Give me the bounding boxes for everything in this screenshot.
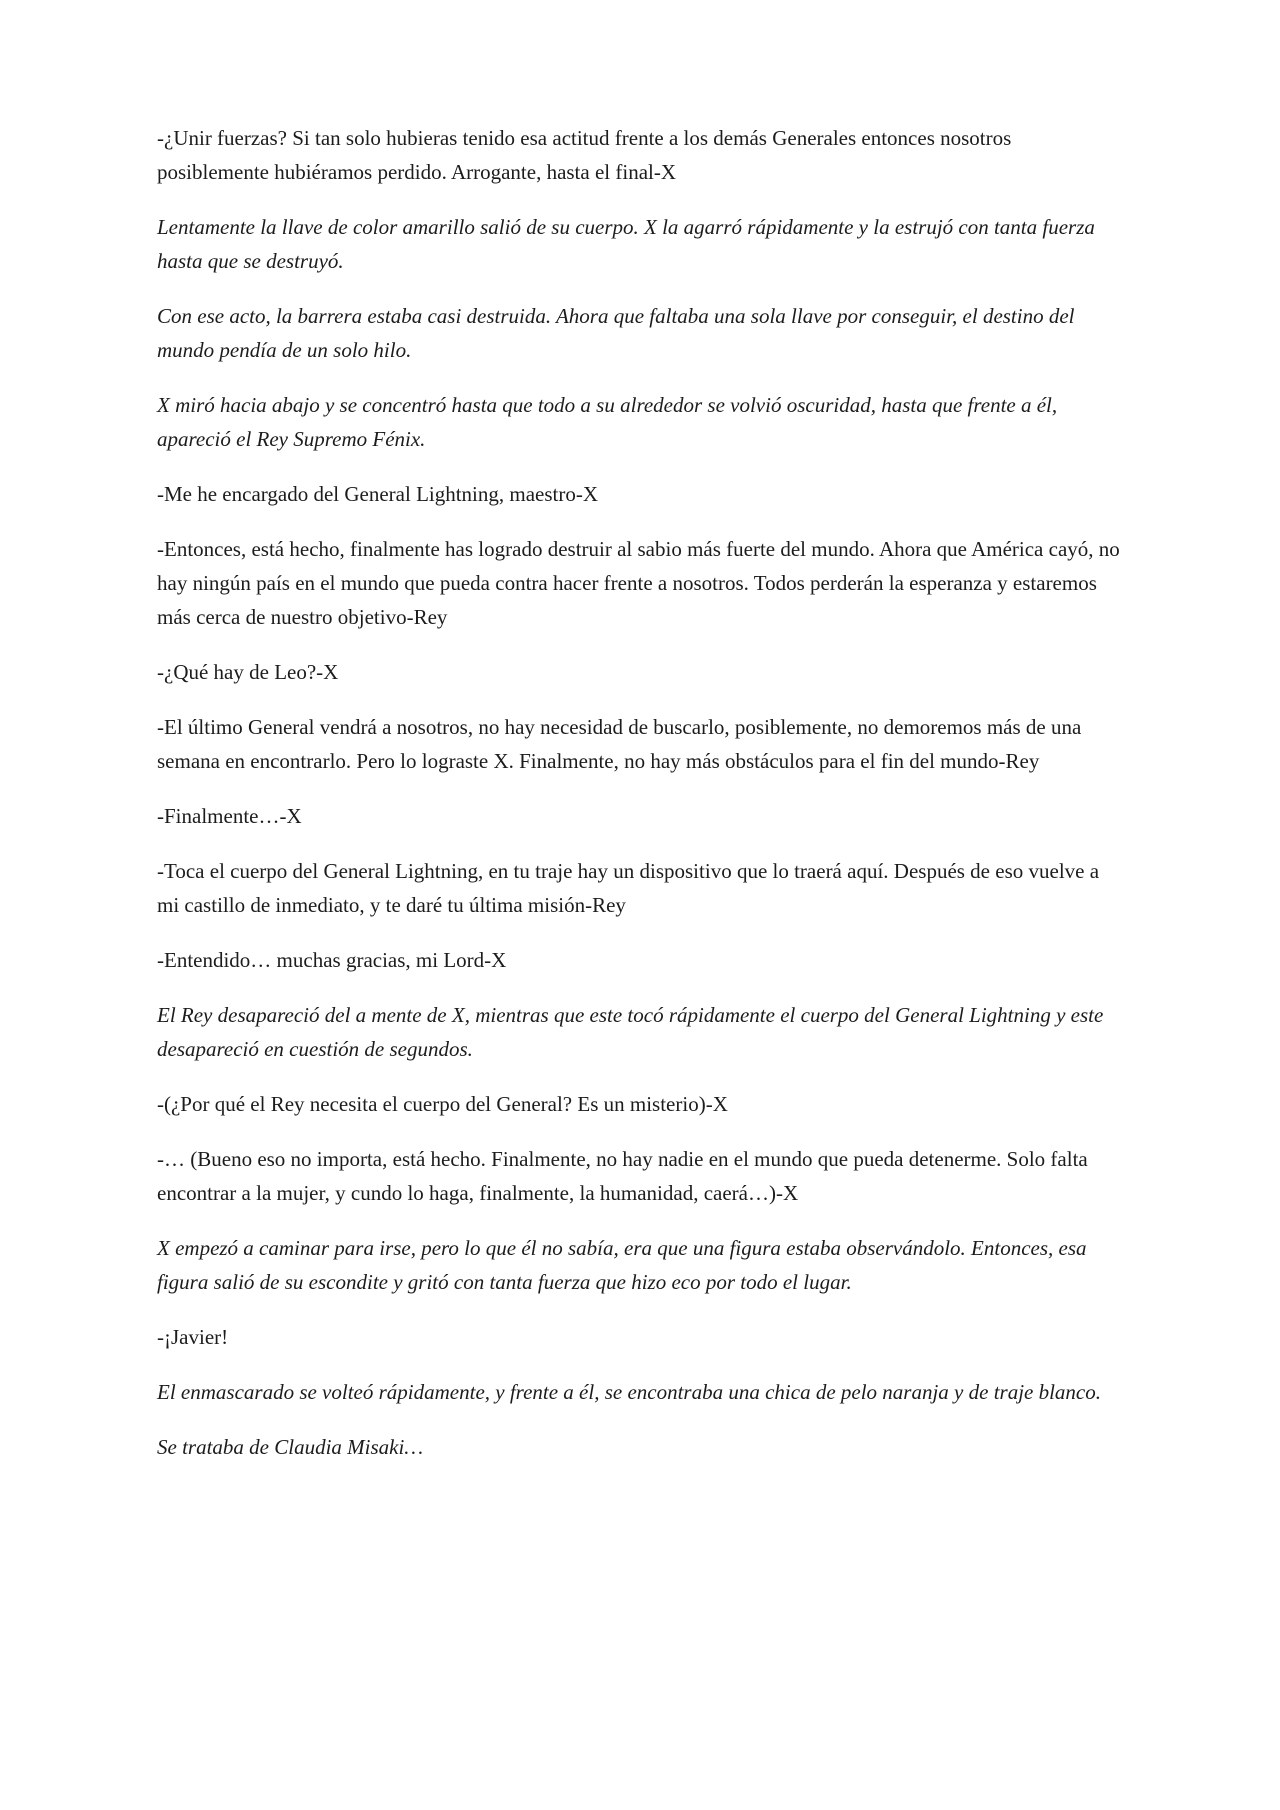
document-text-body	[157, 121, 1124, 1464]
paragraph: -Finalmente…-X	[157, 804, 302, 828]
paragraph: -¡Javier!	[157, 1325, 229, 1349]
paragraph: Se trataba de Claudia Misaki…	[157, 1435, 423, 1459]
paragraph: -Entendido… muchas gracias, mi Lord-X	[157, 948, 507, 972]
paragraph: -¿Unir fuerzas? Si tan solo hubieras tenido esa actitud frente a los demás Generales entonces nosotros posiblemente hubiéramos perdido. Arrogante, hasta el final-X	[157, 126, 1012, 184]
paragraph: X empezó a caminar para irse, pero lo que él no sabía, era que una figura estaba observándolo. Entonces, esa figura salió de su escondite y gritó con tanta fuerza que hizo eco por todo el lugar.	[157, 1236, 1087, 1294]
paragraph: X miró hacia abajo y se concentró hasta que todo a su alrededor se volvió oscuridad, hasta que frente a él, apareció el Rey Supremo Fénix.	[157, 393, 1058, 451]
paragraph: El enmascarado se volteó rápidamente, y frente a él, se encontraba una chica de pelo naranja y de traje blanco.	[157, 1380, 1102, 1404]
paragraph: -… (Bueno eso no importa, está hecho. Finalmente, no hay nadie en el mundo que pueda detenerme. Solo falta encontrar a la mujer, y cundo lo haga, finalmente, la humanidad, caerá…)-X	[157, 1147, 1088, 1205]
paragraph: Con ese acto, la barrera estaba casi destruida. Ahora que faltaba una sola llave por conseguir, el destino del mundo pendía de un solo hilo.	[157, 304, 1075, 362]
paragraph: Lentamente la llave de color amarillo salió de su cuerpo. X la agarró rápidamente y la estrujó con tanta fuerza hasta que se destruyó.	[157, 215, 1095, 273]
paragraph: -(¿Por qué el Rey necesita el cuerpo del General? Es un misterio)-X	[157, 1092, 728, 1116]
paragraph: -El último General vendrá a nosotros, no hay necesidad de buscarlo, posiblemente, no demoremos más de una semana en encontrarlo. Pero lo lograste X. Finalmente, no hay más obstáculos para el fin del mundo-Rey	[157, 715, 1082, 773]
paragraph: -¿Qué hay de Leo?-X	[157, 660, 339, 684]
paragraph: El Rey desapareció del a mente de X, mientras que este tocó rápidamente el cuerpo del General Lightning y este desapareció en cuestión de segundos.	[157, 1003, 1104, 1061]
paragraph: -Me he encargado del General Lightning, maestro-X	[157, 482, 599, 506]
paragraph: -Entonces, está hecho, finalmente has logrado destruir al sabio más fuerte del mundo. Ahora que América cayó, no hay ningún país en el mundo que pueda contra hacer frente a nosotros. Todos perderán la esperanza y estaremos más cerca de nuestro objetivo-Rey	[157, 537, 1120, 629]
paragraph: -Toca el cuerpo del General Lightning, en tu traje hay un dispositivo que lo traerá aquí. Después de eso vuelve a mi castillo de inmediato, y te daré tu última misión-Rey	[157, 859, 1100, 917]
